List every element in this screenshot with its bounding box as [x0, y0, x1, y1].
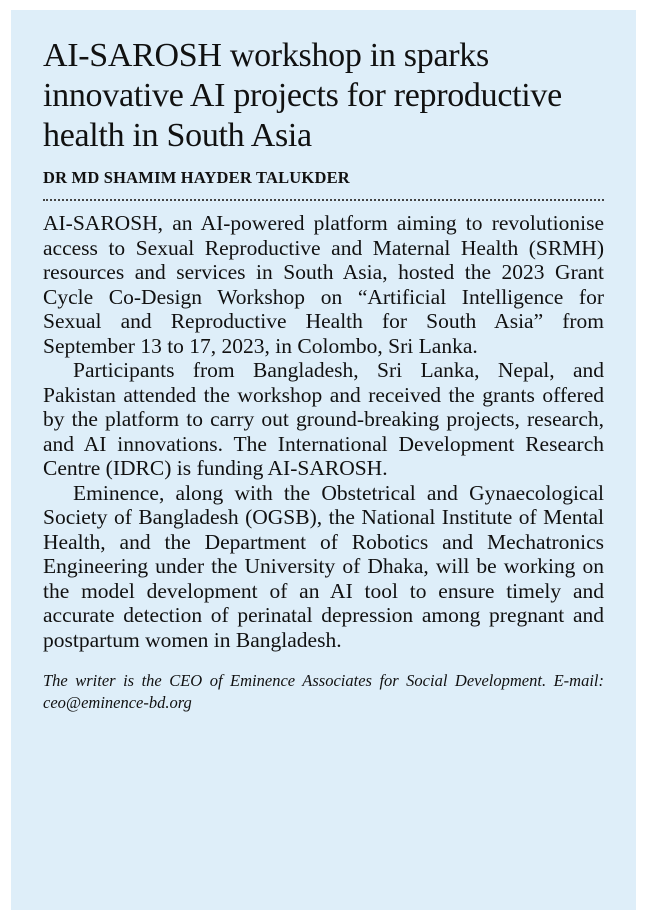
- article-paragraph: AI-SAROSH, an AI-powered platform aiming to revolutionise access to Sexual Reproductive and Maternal Health (SRMH) resources and services in South Asia, hosted the 2023 Grant Cycle Co-Design Workshop on “Artificial Intelligence for Sexual and Reproductive Health for South Asia” from September 13 to 17, 2023, in Colombo, Sri Lanka.: [43, 211, 604, 358]
- article-headline: AI-SAROSH workshop in sparks innovative AI projects for reproductive health in South Asia: [43, 37, 562, 154]
- article-panel: [11, 10, 636, 910]
- article-body: [43, 211, 604, 652]
- author-note: The writer is the CEO of Eminence Associates for Social Development. E-mail: ceo@eminence-bd.org: [43, 671, 604, 712]
- dotted-divider: [43, 199, 604, 201]
- article-byline: DR MD SHAMIM HAYDER TALUKDER: [43, 168, 350, 187]
- article-paragraph: Participants from Bangladesh, Sri Lanka, Nepal, and Pakistan attended the workshop and received the grants offered by the platform to carry out ground-breaking projects, research, and AI innovations. The International Development Research Centre (IDRC) is funding AI-SAROSH.: [43, 358, 604, 480]
- article-paragraph: Eminence, along with the Obstetrical and Gynaecological Society of Bangladesh (OGSB), the National Institute of Mental Health, and the Department of Robotics and Mechatronics Engineering under the University of Dhaka, will be working on the model development of an AI tool to ensure timely and accurate detection of perinatal depression among pregnant and postpartum women in Bangladesh.: [43, 480, 604, 652]
